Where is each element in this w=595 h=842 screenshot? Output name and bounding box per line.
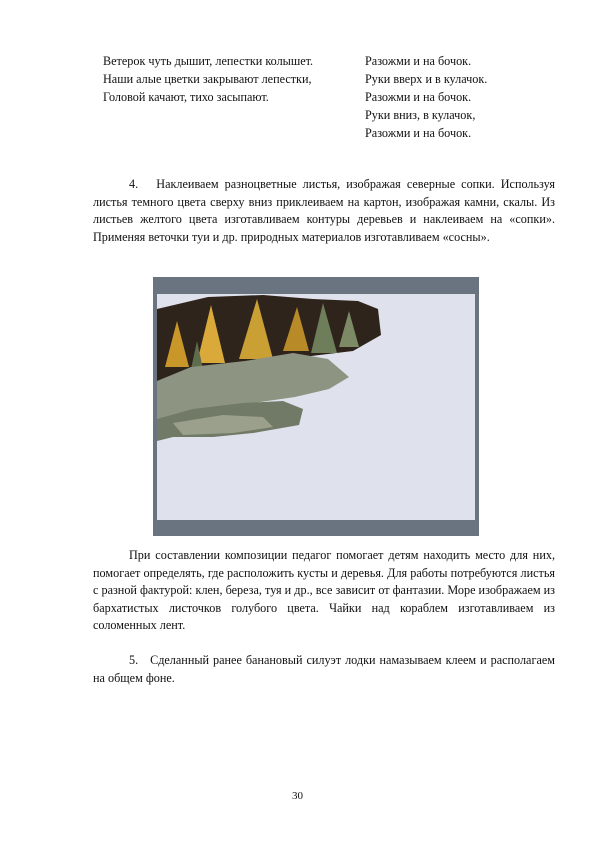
poem-line-left: Наши алые цветки закрывают лепестки, [103,72,312,86]
poem-row [103,106,523,124]
page-number: 30 [292,790,303,802]
poem-row [103,124,523,142]
poem-line-right: Разожми и на бочок. [365,90,472,104]
poem-row [103,88,523,106]
paragraph-composition: При составлении композиции педагог помогает детям находить место для них, помогает определять, где расположить кусты и деревья. Для работы потребуются листья с разной фактурой: клен, береза, туя и др., все зависит от фантазии. Море изображаем из бархатистых листочков голубого цвета. Чайки над кораблем изготавливаем из соломенных лент. [93,548,555,633]
poem-line-right: Руки вниз, в кулачок, [365,108,476,122]
poem-block [103,52,523,142]
craft-photo [153,277,479,536]
paragraph-step-5: 5. Сделанный ранее банановый силуэт лодки намазываем клеем и располагаем на общем фоне. [93,653,555,685]
poem-row [103,52,523,70]
poem-row [103,70,523,88]
poem-line-right: Разожми и на бочок. [365,54,472,68]
poem-line-left: Ветерок чуть дышит, лепестки колышет. [103,54,314,68]
poem-line-right: Разожми и на бочок. [365,126,472,140]
poem-line-right: Руки вверх и в кулачок. [365,72,488,86]
paragraph-step-4: 4. Наклеиваем разноцветные листья, изображая северные сопки. Используя листья темного цвета сверху вниз приклеиваем на картон, изображая камни, скалы. Из листьев желтого цвета изготавливаем контуры деревьев и наклеиваем на «сопки». Применяя веточки туи и др. природных материалов изготавливаем «сосны». [93,177,555,244]
poem-line-left: Головой качают, тихо засыпают. [103,90,269,104]
